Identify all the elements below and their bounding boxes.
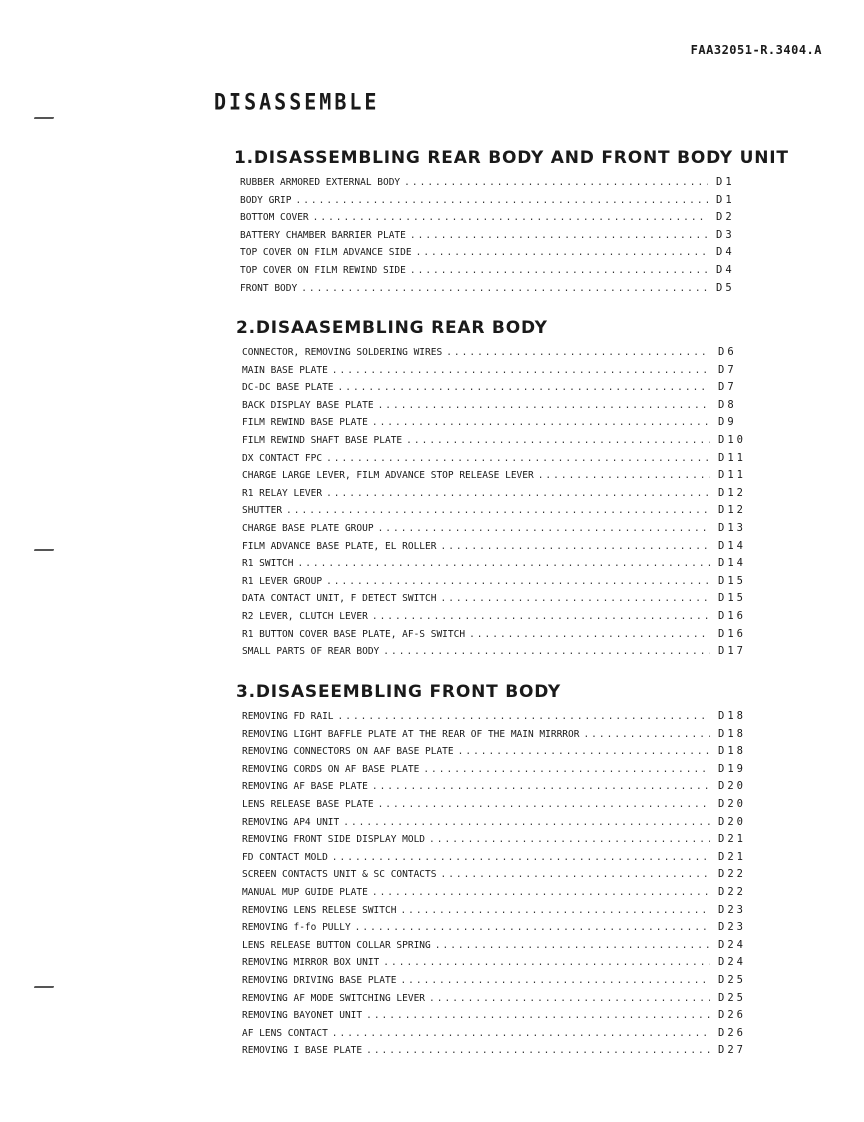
toc-entry-page: D24 xyxy=(718,956,746,969)
toc-entry xyxy=(242,726,762,744)
toc-list xyxy=(240,174,760,297)
toc-entry-label: REMOVING I BASE PLATE xyxy=(242,1045,363,1057)
dot-leader xyxy=(378,397,710,415)
toc-entry-label: AF LENS CONTACT xyxy=(242,1027,328,1039)
toc-entry-page: D1 xyxy=(716,193,735,206)
toc-entry-page: D14 xyxy=(718,539,746,552)
dot-leader xyxy=(410,227,708,245)
toc-entry-label: R1 LEVER GROUP xyxy=(242,575,323,587)
dot-leader xyxy=(383,643,710,661)
toc-entry-page: D7 xyxy=(718,363,737,376)
toc-entry-label: CONNECTOR, REMOVING SOLDERING WIRES xyxy=(242,347,443,358)
dot-leader xyxy=(378,520,710,538)
dot-leader xyxy=(343,814,710,832)
dot-leader xyxy=(400,972,710,990)
toc-list xyxy=(242,344,762,661)
toc-entry xyxy=(242,761,762,779)
toc-entry-page: D15 xyxy=(718,574,746,587)
toc-entry-page: D24 xyxy=(718,938,746,951)
dot-leader xyxy=(383,954,710,972)
toc-entry-label: FILM REWIND BASE PLATE xyxy=(242,417,368,429)
toc-entry-label: R1 BUTTON COVER BASE PLATE, AF-S SWITCH xyxy=(242,628,466,640)
toc-entry xyxy=(242,708,762,726)
toc-entry xyxy=(242,362,762,380)
page-title: DISASSEMBLE xyxy=(214,88,380,116)
dot-leader xyxy=(338,379,710,397)
toc-entry-page: D26 xyxy=(718,1026,746,1039)
dot-leader xyxy=(429,990,710,1008)
dot-leader xyxy=(355,919,710,937)
toc-entry xyxy=(242,937,762,955)
toc-entry-page: D16 xyxy=(718,627,746,640)
toc-entry-page: D21 xyxy=(718,833,746,846)
dot-leader xyxy=(313,209,708,227)
toc-entry xyxy=(242,884,762,902)
dot-leader xyxy=(429,831,710,849)
toc-entry-page: D8 xyxy=(718,398,737,411)
toc-entry-page: D14 xyxy=(718,557,746,570)
toc-entry xyxy=(242,432,762,450)
toc-entry-label: REMOVING BAYONET UNIT xyxy=(242,1010,363,1022)
toc-entry-label: REMOVING CONNECTORS ON AAF BASE PLATE xyxy=(242,746,454,758)
toc-entry xyxy=(242,954,762,972)
toc-entry xyxy=(242,485,762,503)
dot-leader xyxy=(583,726,710,744)
toc-entry xyxy=(240,209,760,227)
dot-leader xyxy=(372,884,710,902)
toc-entry-page: D23 xyxy=(718,921,746,934)
toc-entry xyxy=(242,555,762,573)
dot-leader xyxy=(332,849,710,867)
scan-mark xyxy=(34,549,55,551)
toc-entry-label: SMALL PARTS OF REAR BODY xyxy=(242,646,380,658)
dot-leader xyxy=(332,1025,710,1043)
toc-entry-label: MAIN BASE PLATE xyxy=(242,364,328,376)
dot-leader xyxy=(469,626,710,644)
toc-entry xyxy=(242,608,762,626)
dot-leader xyxy=(416,244,708,262)
toc-entry xyxy=(242,919,762,937)
toc-entry-label: DATA CONTACT UNIT, F DETECT SWITCH xyxy=(242,593,437,605)
toc-entry-page: D22 xyxy=(718,885,746,898)
dot-leader xyxy=(372,414,710,432)
toc-entry xyxy=(242,1007,762,1025)
dot-leader xyxy=(295,192,708,210)
dot-leader xyxy=(435,937,710,955)
toc-entry-label: FD CONTACT MOLD xyxy=(242,851,328,863)
toc-entry xyxy=(242,902,762,920)
toc-entry-label: REMOVING CORDS ON AF BASE PLATE xyxy=(242,763,420,775)
toc-entry-label: MANUAL MUP GUIDE PLATE xyxy=(242,886,368,898)
toc-entry-label: FILM ADVANCE BASE PLATE, EL ROLLER xyxy=(242,540,437,552)
toc-entry xyxy=(242,1042,762,1060)
toc-entry-page: D26 xyxy=(718,1009,746,1022)
toc-entry-label: REMOVING LENS RELESE SWITCH xyxy=(242,904,397,916)
dot-leader xyxy=(404,174,708,192)
toc-entry-page: D18 xyxy=(718,710,746,722)
toc-entry-label: REMOVING AF MODE SWITCHING LEVER xyxy=(242,992,426,1004)
toc-entry-page: D15 xyxy=(718,592,746,605)
toc-entry-label: LENS RELEASE BASE PLATE xyxy=(242,798,374,810)
toc-entry xyxy=(242,344,762,362)
toc-entry-page: D12 xyxy=(718,486,746,499)
toc-entry-page: D1 xyxy=(716,176,735,188)
toc-entry-page: D20 xyxy=(718,797,746,810)
toc-entry xyxy=(242,397,762,415)
toc-entry xyxy=(242,814,762,832)
toc-entry-label: R2 LEVER, CLUTCH LEVER xyxy=(242,610,368,622)
section-rear-body xyxy=(236,318,762,661)
dot-leader xyxy=(326,450,710,468)
toc-entry-label: DX CONTACT FPC xyxy=(242,452,323,464)
dot-leader xyxy=(338,708,710,726)
toc-entry-page: D19 xyxy=(718,762,746,775)
dot-leader xyxy=(326,573,710,591)
toc-entry-page: D22 xyxy=(718,868,746,881)
dot-leader xyxy=(538,467,710,485)
section-title: 3.DISASEEMBLING FRONT BODY xyxy=(236,682,562,702)
toc-entry xyxy=(242,467,762,485)
toc-entry-page: D13 xyxy=(718,521,746,534)
toc-entry xyxy=(240,262,760,280)
toc-entry xyxy=(242,573,762,591)
toc-entry xyxy=(242,379,762,397)
dot-leader xyxy=(297,555,710,573)
dot-leader xyxy=(378,796,710,814)
toc-entry-label: REMOVING DRIVING BASE PLATE xyxy=(242,974,397,986)
toc-entry-label: BATTERY CHAMBER BARRIER PLATE xyxy=(240,229,406,241)
toc-entry xyxy=(242,743,762,761)
section-rear-front-body xyxy=(234,148,789,297)
toc-entry-label: DC-DC BASE PLATE xyxy=(242,382,334,394)
dot-leader xyxy=(372,608,710,626)
toc-entry-label: REMOVING FRONT SIDE DISPLAY MOLD xyxy=(242,834,426,846)
section-front-body xyxy=(236,682,762,1060)
toc-entry-page: D9 xyxy=(718,416,737,429)
toc-entry-page: D27 xyxy=(718,1044,746,1057)
toc-entry xyxy=(242,990,762,1008)
scan-mark xyxy=(34,117,55,119)
toc-entry xyxy=(240,174,760,192)
dot-leader xyxy=(400,902,710,920)
toc-entry-label: BOTTOM COVER xyxy=(240,212,309,224)
toc-entry-page: D12 xyxy=(718,504,746,517)
toc-entry xyxy=(240,192,760,210)
toc-entry-label: SCREEN CONTACTS UNIT & SC CONTACTS xyxy=(242,869,437,881)
toc-entry-label: SHUTTER xyxy=(242,505,283,517)
dot-leader xyxy=(410,262,708,280)
toc-entry xyxy=(240,280,760,298)
section-title: 2.DISAASEMBLING REAR BODY xyxy=(236,318,548,338)
toc-entry xyxy=(242,972,762,990)
toc-entry-label: FILM REWIND SHAFT BASE PLATE xyxy=(242,434,403,446)
toc-entry-page: D5 xyxy=(716,281,735,294)
toc-entry-label: REMOVING LIGHT BAFFLE PLATE AT THE REAR OF THE MAIN MIRRROR xyxy=(242,728,580,740)
toc-entry-page: D25 xyxy=(718,991,746,1004)
toc-entry xyxy=(242,590,762,608)
dot-leader xyxy=(366,1007,710,1025)
toc-entry-label: CHARGE LARGE LEVER, FILM ADVANCE STOP RELEASE LEVER xyxy=(242,470,534,482)
dot-leader xyxy=(440,590,710,608)
toc-entry xyxy=(242,1025,762,1043)
toc-entry-label: BODY GRIP xyxy=(240,194,292,206)
toc-entry-page: D3 xyxy=(716,228,735,241)
toc-entry-label: REMOVING FD RAIL xyxy=(242,711,334,722)
scan-mark xyxy=(34,986,55,988)
dot-leader xyxy=(440,538,710,556)
dot-leader xyxy=(366,1042,710,1060)
dot-leader xyxy=(286,502,710,520)
toc-entry-page: D10 xyxy=(718,433,746,446)
toc-entry-label: TOP COVER ON FILM ADVANCE SIDE xyxy=(240,247,412,259)
toc-entry-label: R1 RELAY LEVER xyxy=(242,487,323,499)
toc-entry xyxy=(242,778,762,796)
dot-leader xyxy=(332,362,710,380)
toc-entry-page: D20 xyxy=(718,780,746,793)
toc-entry-page: D17 xyxy=(718,645,746,658)
toc-entry-page: D25 xyxy=(718,973,746,986)
toc-entry xyxy=(242,502,762,520)
toc-list xyxy=(242,708,762,1060)
dot-leader xyxy=(372,778,710,796)
toc-entry xyxy=(242,866,762,884)
toc-entry-label: REMOVING AF BASE PLATE xyxy=(242,781,368,793)
toc-entry-label: REMOVING AP4 UNIT xyxy=(242,816,340,828)
toc-entry xyxy=(240,244,760,262)
section-title: 1.DISASSEMBLING REAR BODY AND FRONT BODY UNIT xyxy=(234,148,789,168)
toc-entry-page: D16 xyxy=(718,609,746,622)
toc-entry xyxy=(242,520,762,538)
document-code: FAA32051-R.3404.A xyxy=(690,43,822,57)
toc-entry-label: R1 SWITCH xyxy=(242,558,294,570)
toc-entry-page: D11 xyxy=(718,451,746,464)
toc-entry-label: LENS RELEASE BUTTON COLLAR SPRING xyxy=(242,939,431,951)
toc-entry-label: FRONT BODY xyxy=(240,282,298,294)
toc-entry xyxy=(242,450,762,468)
toc-entry-label: REMOVING f-fo PULLY xyxy=(242,922,351,934)
toc-entry-page: D2 xyxy=(716,211,735,224)
toc-entry xyxy=(242,538,762,556)
toc-entry-page: D4 xyxy=(716,246,735,259)
dot-leader xyxy=(301,280,708,298)
toc-entry-label: CHARGE BASE PLATE GROUP xyxy=(242,522,374,534)
toc-entry-label: RUBBER ARMORED EXTERNAL BODY xyxy=(240,177,401,188)
dot-leader xyxy=(446,344,710,362)
toc-entry xyxy=(242,831,762,849)
toc-entry-page: D7 xyxy=(718,381,737,394)
dot-leader xyxy=(440,866,710,884)
toc-entry xyxy=(240,227,760,245)
toc-entry-page: D23 xyxy=(718,903,746,916)
toc-entry xyxy=(242,414,762,432)
toc-entry-page: D18 xyxy=(718,727,746,740)
toc-entry-label: BACK DISPLAY BASE PLATE xyxy=(242,399,374,411)
toc-entry-page: D18 xyxy=(718,745,746,758)
toc-entry-page: D11 xyxy=(718,469,746,482)
dot-leader xyxy=(423,761,710,779)
dot-leader xyxy=(326,485,710,503)
dot-leader xyxy=(406,432,710,450)
toc-entry-label: REMOVING MIRROR BOX UNIT xyxy=(242,957,380,969)
toc-entry-page: D4 xyxy=(716,263,735,276)
toc-entry-page: D20 xyxy=(718,815,746,828)
toc-entry xyxy=(242,626,762,644)
toc-entry xyxy=(242,643,762,661)
dot-leader xyxy=(458,743,710,761)
toc-entry xyxy=(242,849,762,867)
toc-entry-page: D6 xyxy=(718,346,737,358)
toc-entry-label: TOP COVER ON FILM REWIND SIDE xyxy=(240,264,406,276)
toc-entry-page: D21 xyxy=(718,850,746,863)
toc-entry xyxy=(242,796,762,814)
